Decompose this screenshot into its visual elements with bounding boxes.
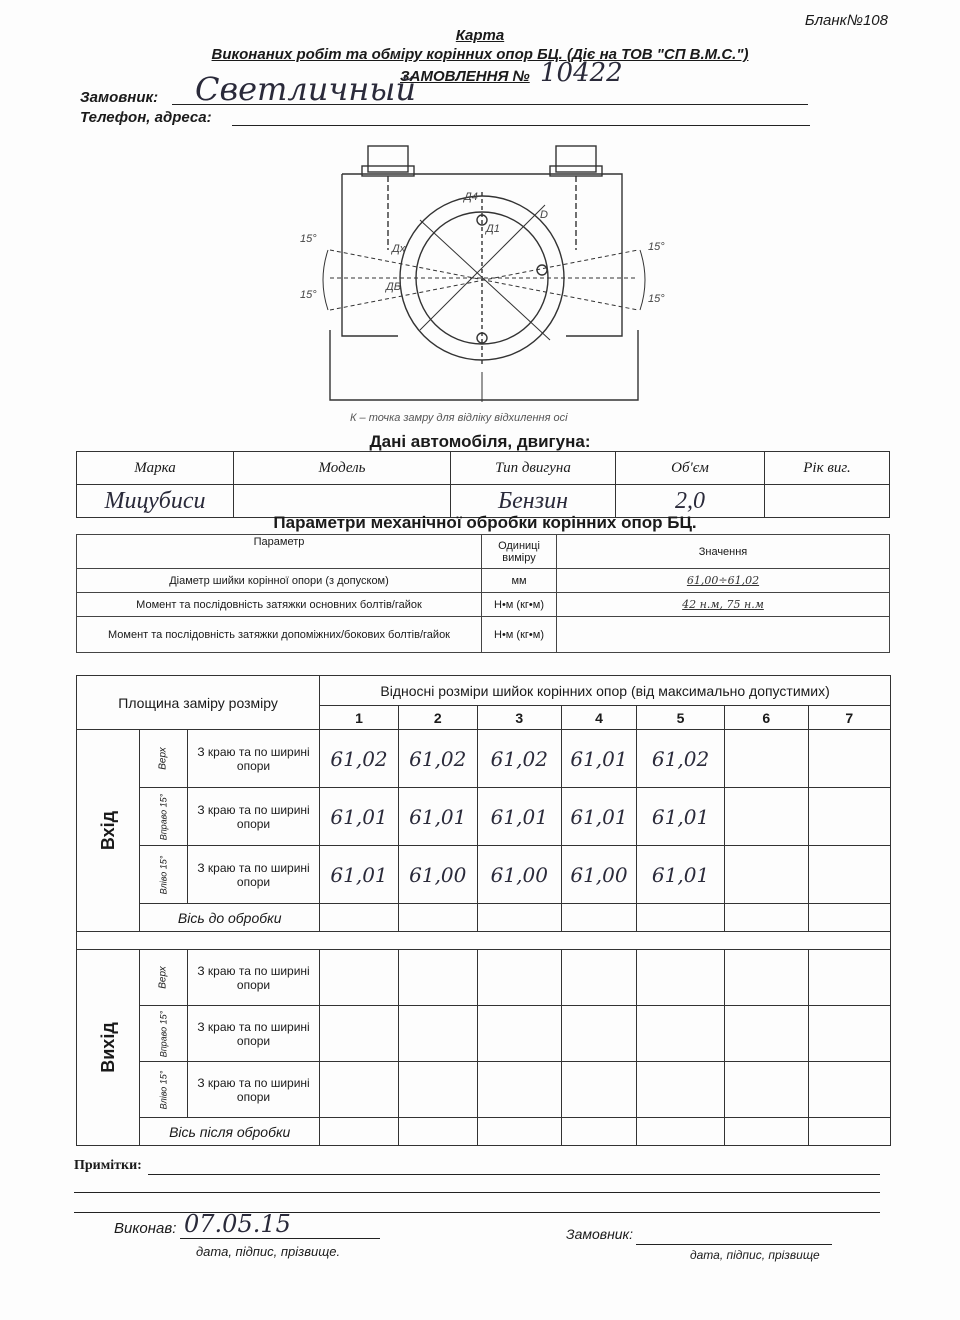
client-sign-hint: дата, підпис, прізвище	[690, 1248, 820, 1262]
car-header: Марка	[77, 452, 234, 485]
measure-cell: 61,01	[636, 846, 724, 904]
car-value: Бензин	[451, 485, 616, 518]
measure-cell: 61,02	[477, 730, 561, 788]
measure-cell	[725, 730, 808, 788]
measure-cell: 61,02	[398, 730, 477, 788]
measure-cell	[808, 788, 891, 846]
axis-after-label: Вісь після обробки	[140, 1118, 320, 1146]
phone-line	[232, 125, 810, 126]
measure-cell: 61,01	[636, 788, 724, 846]
phone-label: Телефон, адреса:	[80, 109, 212, 126]
form-id: Бланк№108	[804, 12, 888, 29]
notes-line	[148, 1174, 880, 1175]
angle-label: 15°	[300, 233, 317, 245]
car-value: 2,0	[616, 485, 765, 518]
measure-cell: 61,01	[562, 788, 637, 846]
client-sign-line	[636, 1244, 832, 1245]
angle-label: 15°	[300, 289, 317, 301]
form-subtitle: Виконаних робіт та обміру корінних опор БЦ. (Діє на ТОВ "СП В.М.С.")	[211, 46, 749, 63]
plane-header: Площина заміру розміру	[77, 676, 320, 730]
measure-cell: 61,01	[562, 730, 637, 788]
diagram-label: D	[540, 209, 548, 221]
row-desc: З краю та по ширині опори	[187, 788, 319, 846]
order-number: 10422	[540, 58, 623, 88]
mech-header: Значення	[557, 535, 890, 569]
bearing-diagram	[290, 140, 670, 440]
row-desc: З краю та по ширині опори	[187, 950, 319, 1006]
notes-label: Примітки:	[74, 1158, 142, 1173]
position-label: Вліво 15°	[158, 1070, 169, 1109]
column-header: 2	[398, 706, 477, 730]
axis-before-label: Вісь до обробки	[140, 904, 320, 932]
diagram-label: ДВ	[386, 281, 402, 293]
measure-cell: 61,02	[320, 730, 399, 788]
column-header: 7	[808, 706, 891, 730]
column-header: 1	[320, 706, 399, 730]
measure-cell	[808, 730, 891, 788]
measure-cell: 61,02	[636, 730, 724, 788]
measure-cell: 61,00	[562, 846, 637, 904]
car-header: Модель	[234, 452, 451, 485]
mech-value	[557, 617, 890, 653]
position-label: Верх	[158, 966, 170, 989]
angle-label: 15°	[648, 241, 665, 253]
car-header: Рік виг.	[765, 452, 890, 485]
mech-param: Момент та послідовність затяжки основних болтів/гайок	[77, 593, 482, 617]
mech-param: Діаметр шийки корінної опори (з допуском)	[77, 569, 482, 593]
position-label: Вправо 15°	[158, 1010, 169, 1057]
measure-cell: 61,01	[320, 788, 399, 846]
row-desc: З краю та по ширині опори	[187, 1062, 319, 1118]
mech-unit: мм	[482, 569, 557, 593]
measure-cell: 61,01	[477, 788, 561, 846]
mech-value: 61,00÷61,02	[557, 569, 890, 593]
outlet-label: Вихід	[97, 1022, 118, 1073]
mech-param: Момент та послідовність затяжки допоміжних/бокових болтів/гайок	[77, 617, 482, 653]
customer-value: Светличный	[195, 70, 417, 108]
position-label: Вліво 15°	[158, 855, 169, 894]
position-label: Вправо 15°	[158, 793, 169, 840]
measure-cell	[808, 846, 891, 904]
measure-cell	[725, 788, 808, 846]
measure-cell: 61,01	[320, 846, 399, 904]
mech-unit: Н•м (кг•м)	[482, 617, 557, 653]
performed-hint: дата, підпис, прізвище.	[196, 1244, 341, 1259]
car-table	[76, 451, 890, 518]
relative-sizes-header: Відносні розміри шийок корінних опор (від максимально допустимих)	[320, 676, 891, 706]
diagram-label: Дх	[392, 243, 406, 255]
mech-value: 42 н.м, 75 н.м	[557, 593, 890, 617]
mech-heading: Параметри механічної обробки корінних опор БЦ.	[273, 513, 697, 532]
notes-line	[74, 1192, 880, 1193]
measure-cell: 61,00	[398, 846, 477, 904]
performed-line	[180, 1238, 380, 1239]
column-header: 4	[562, 706, 637, 730]
measure-table	[76, 675, 891, 1146]
diagram-label: Д1	[486, 223, 500, 235]
measure-cell: 61,00	[477, 846, 561, 904]
mech-header: Параметр	[77, 535, 482, 569]
diagram-caption: К – точка замру для відліку відхилення осі	[350, 412, 568, 424]
angle-label: 15°	[648, 293, 665, 305]
mech-unit: Н•м (кг•м)	[482, 593, 557, 617]
mech-table	[76, 534, 890, 653]
order-label: ЗАМОВЛЕННЯ №	[400, 68, 530, 85]
customer-label: Замовник:	[80, 89, 159, 106]
car-heading: Дані автомобіля, двигуна:	[369, 432, 591, 451]
performed-value: 07.05.15	[184, 1210, 291, 1238]
position-label: Верх	[158, 747, 170, 770]
client-sign-label: Замовник:	[566, 1226, 634, 1242]
column-header: 6	[725, 706, 808, 730]
row-desc: З краю та по ширині опори	[187, 1006, 319, 1062]
diagram-label: Д4	[464, 191, 478, 203]
form-title: Карта	[455, 27, 505, 44]
row-desc: З краю та по ширині опори	[187, 846, 319, 904]
car-header: Об'єм	[616, 452, 765, 485]
column-header: 5	[636, 706, 724, 730]
inlet-label: Вхід	[97, 810, 118, 851]
car-header: Тип двигуна	[451, 452, 616, 485]
measure-cell	[725, 846, 808, 904]
column-header: 3	[477, 706, 561, 730]
row-desc: З краю та по ширині опори	[187, 730, 319, 788]
mech-header: Одиниці виміру	[482, 535, 557, 569]
performed-label: Виконав:	[114, 1220, 177, 1237]
measure-cell: 61,01	[398, 788, 477, 846]
car-value: Мицубиси	[77, 485, 234, 518]
